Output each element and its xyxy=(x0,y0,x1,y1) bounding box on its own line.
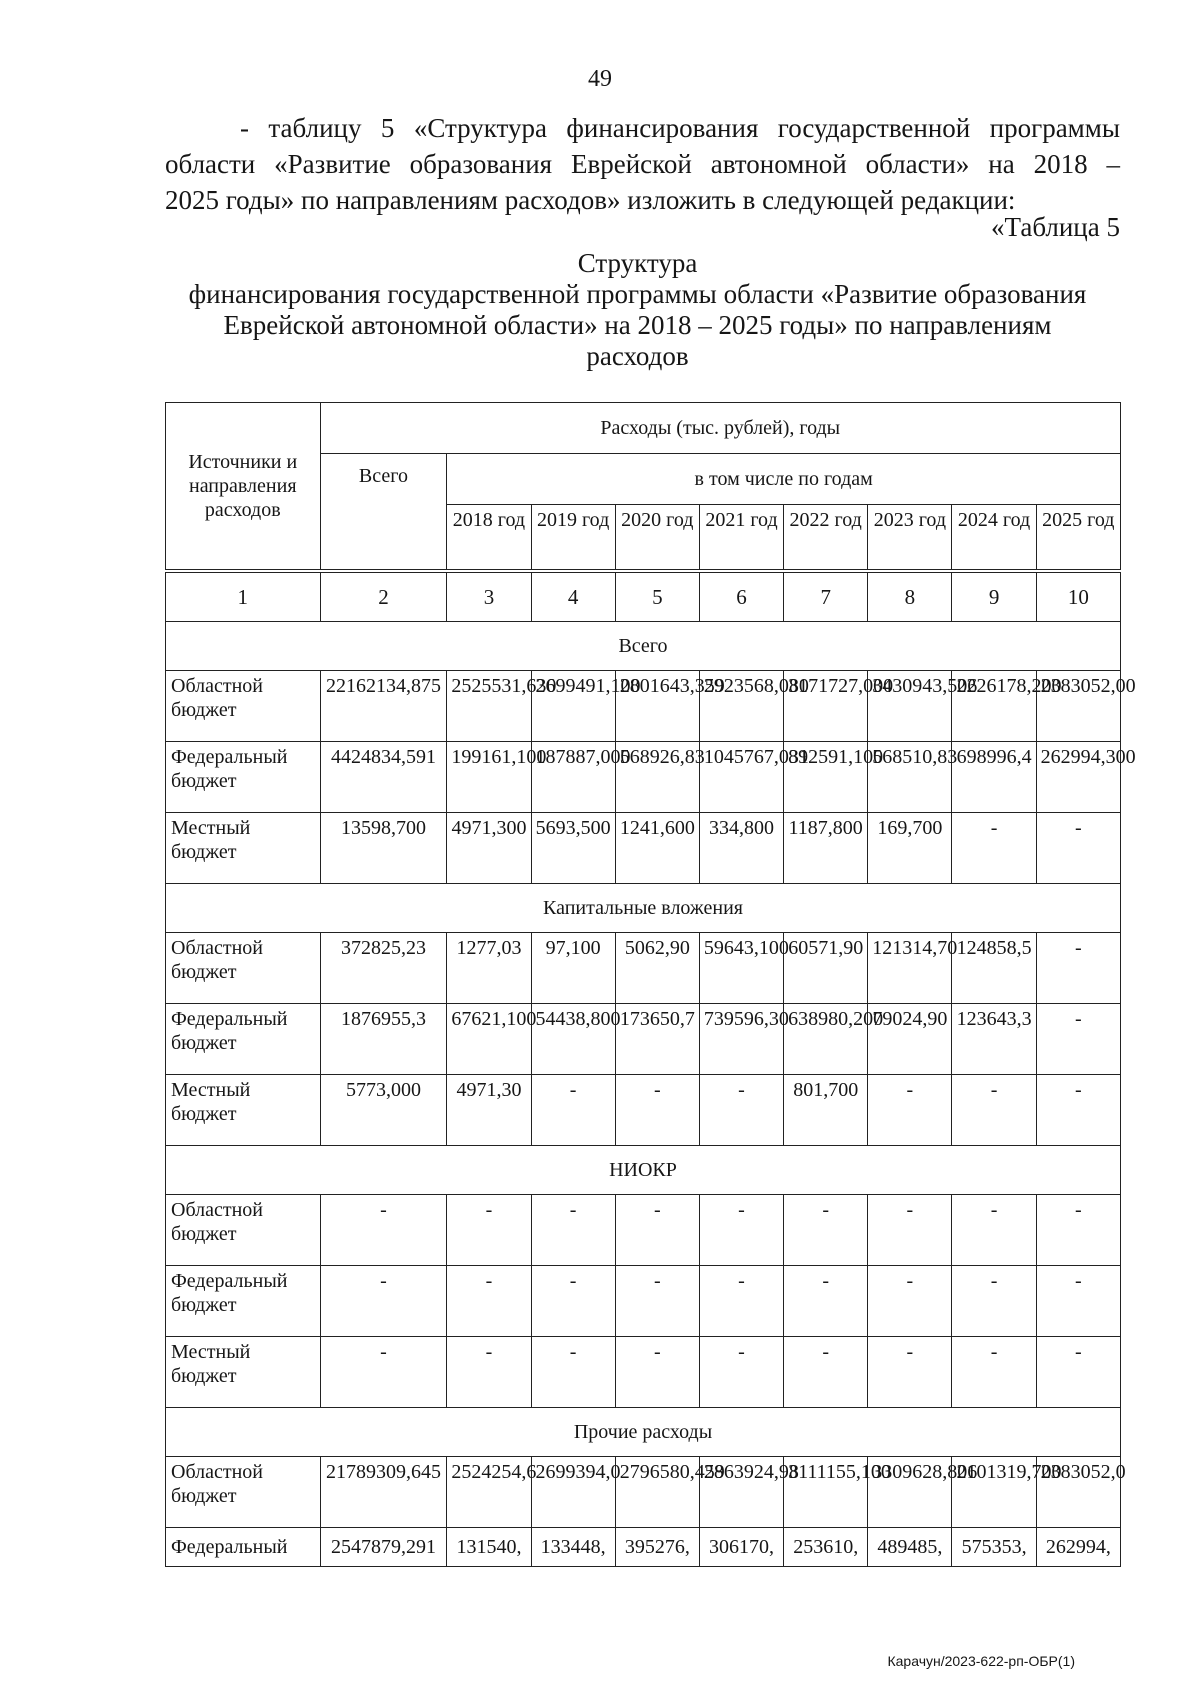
row-value: 2863924,98 xyxy=(699,1457,783,1528)
table-row xyxy=(166,671,1121,742)
row-value: - xyxy=(952,1266,1036,1337)
table-body xyxy=(166,403,1136,1567)
row-value: - xyxy=(1036,1337,1120,1408)
row-value: - xyxy=(784,1337,868,1408)
table-row xyxy=(166,1457,1121,1528)
section-title: Всего xyxy=(166,622,1121,671)
row-label: Областной бюджет xyxy=(166,671,321,742)
row-value: - xyxy=(1036,1004,1120,1075)
row-value: 262994,300 xyxy=(1036,742,1120,813)
row-value: - xyxy=(699,1337,783,1408)
row-value: 97,100 xyxy=(531,933,615,1004)
row-value: 79024,90 xyxy=(868,1004,952,1075)
table-row xyxy=(166,1075,1121,1146)
row-value: - xyxy=(615,1337,699,1408)
row-value: - xyxy=(615,1075,699,1146)
row-value: 21789309,645 xyxy=(320,1457,447,1528)
row-value: - xyxy=(952,1075,1036,1146)
row-value: 67621,100 xyxy=(447,1004,531,1075)
row-value: 124858,5 xyxy=(952,933,1036,1004)
header-year: 2019 год xyxy=(531,505,615,570)
financing-structure-table xyxy=(165,402,1136,1567)
row-value: 131540, xyxy=(447,1528,531,1567)
row-value: - xyxy=(952,1337,1036,1408)
row-value: - xyxy=(868,1195,952,1266)
row-value: - xyxy=(615,1195,699,1266)
row-value: - xyxy=(952,1195,1036,1266)
header-by-years: в том числе по годам xyxy=(447,454,1121,505)
row-value: - xyxy=(1036,1195,1120,1266)
table-title xyxy=(150,248,1125,372)
row-value: 3171727,000 xyxy=(784,671,868,742)
row-value: 2383052,0 xyxy=(1036,1457,1120,1528)
row-value: 59643,100 xyxy=(699,933,783,1004)
section-row xyxy=(166,1408,1121,1457)
row-label: Федеральный бюджет xyxy=(166,742,321,813)
header-year: 2025 год xyxy=(1036,505,1120,570)
row-value: 2796580,459 xyxy=(615,1457,699,1528)
table-row xyxy=(166,1004,1121,1075)
row-value: - xyxy=(447,1195,531,1266)
row-value: - xyxy=(531,1266,615,1337)
header-year: 2023 год xyxy=(868,505,952,570)
row-value: 3430943,506 xyxy=(868,671,952,742)
row-value: - xyxy=(531,1075,615,1146)
row-value: - xyxy=(699,1195,783,1266)
section-title: Прочие расходы xyxy=(166,1408,1121,1457)
row-value: 253610, xyxy=(784,1528,868,1567)
section-title: НИОКР xyxy=(166,1146,1121,1195)
row-value: 395276, xyxy=(615,1528,699,1567)
row-value: 2547879,291 xyxy=(320,1528,447,1567)
row-value: 739596,30 xyxy=(699,1004,783,1075)
table-row xyxy=(166,1266,1121,1337)
header-year: 2018 год xyxy=(447,505,531,570)
column-number: 7 xyxy=(784,573,868,622)
table-row xyxy=(166,813,1121,884)
row-value: 262994, xyxy=(1036,1528,1120,1567)
header-sources: Источники и направления расходов xyxy=(166,403,321,570)
header-year: 2022 год xyxy=(784,505,868,570)
intro-line: - таблицу 5 «Структура финансирования государственной программы xyxy=(240,113,1120,143)
row-value: - xyxy=(1036,1266,1120,1337)
table-row xyxy=(166,1528,1121,1567)
table-title-line: финансирования государственной программы области «Развитие образования xyxy=(188,279,1087,309)
row-value: 121314,70 xyxy=(868,933,952,1004)
row-value: 2525531,630 xyxy=(447,671,531,742)
row-value: 5773,000 xyxy=(320,1075,447,1146)
row-value: 568510,83 xyxy=(868,742,952,813)
row-value: 568926,83 xyxy=(615,742,699,813)
table-row xyxy=(166,1195,1121,1266)
header-row xyxy=(166,403,1121,454)
row-value: - xyxy=(1036,1075,1120,1146)
header-year: 2020 год xyxy=(615,505,699,570)
row-value: 54438,800 xyxy=(531,1004,615,1075)
table-label: «Таблица 5 xyxy=(991,212,1120,242)
column-number: 5 xyxy=(615,573,699,622)
row-value: 1277,03 xyxy=(447,933,531,1004)
row-value: - xyxy=(1036,933,1120,1004)
table-row xyxy=(166,1337,1121,1408)
row-label: Местный бюджет xyxy=(166,1075,321,1146)
section-title: Капитальные вложения xyxy=(166,884,1121,933)
row-value: 173650,7 xyxy=(615,1004,699,1075)
row-value: - xyxy=(868,1337,952,1408)
row-value: 1045767,031 xyxy=(699,742,783,813)
row-value: 5062,90 xyxy=(615,933,699,1004)
row-value: - xyxy=(320,1195,447,1266)
row-value: - xyxy=(952,813,1036,884)
row-label: Местный бюджет xyxy=(166,813,321,884)
row-label: Областной бюджет xyxy=(166,933,321,1004)
row-value: 638980,200 xyxy=(784,1004,868,1075)
row-value: - xyxy=(1036,813,1120,884)
header-total: Всего xyxy=(320,454,447,570)
column-number: 3 xyxy=(447,573,531,622)
row-value: - xyxy=(447,1266,531,1337)
row-value: - xyxy=(615,1266,699,1337)
row-value: 4424834,591 xyxy=(320,742,447,813)
row-value: 3309628,806 xyxy=(868,1457,952,1528)
row-value: - xyxy=(784,1195,868,1266)
row-value: - xyxy=(531,1195,615,1266)
document-code: Карачун/2023-622-рп-ОБР(1) xyxy=(887,1653,1075,1669)
row-value: 60571,90 xyxy=(784,933,868,1004)
row-label: Федеральный бюджет xyxy=(166,1266,321,1337)
column-number: 1 xyxy=(166,573,321,622)
table-title-line: расходов xyxy=(586,341,689,371)
row-value: 3111155,100 xyxy=(784,1457,868,1528)
row-value: 133448, xyxy=(531,1528,615,1567)
row-value: 575353, xyxy=(952,1528,1036,1567)
column-number: 2 xyxy=(320,573,447,622)
row-value: 698996,4 xyxy=(952,742,1036,813)
column-number: 8 xyxy=(868,573,952,622)
section-row xyxy=(166,884,1121,933)
row-value: 1187,800 xyxy=(784,813,868,884)
row-value: 2101319,700 xyxy=(952,1457,1036,1528)
row-value: 2699491,100 xyxy=(531,671,615,742)
column-number: 10 xyxy=(1036,573,1120,622)
column-number: 9 xyxy=(952,573,1036,622)
row-value: 187887,000 xyxy=(531,742,615,813)
row-value: 489485, xyxy=(868,1528,952,1567)
row-value: - xyxy=(531,1337,615,1408)
row-label: Местный бюджет xyxy=(166,1337,321,1408)
row-value: 2226178,200 xyxy=(952,671,1036,742)
table-row xyxy=(166,742,1121,813)
section-row xyxy=(166,622,1121,671)
row-value: 1876955,3 xyxy=(320,1004,447,1075)
row-value: - xyxy=(699,1075,783,1146)
row-value: - xyxy=(868,1075,952,1146)
row-value: 334,800 xyxy=(699,813,783,884)
row-value: 123643,3 xyxy=(952,1004,1036,1075)
table-title-line: Еврейской автономной области» на 2018 – 2025 годы» по направлениям xyxy=(223,310,1052,340)
row-value: 2801643,359 xyxy=(615,671,699,742)
table-row xyxy=(166,933,1121,1004)
row-value: 2383052,00 xyxy=(1036,671,1120,742)
row-value: - xyxy=(868,1266,952,1337)
row-value: 2923568,080 xyxy=(699,671,783,742)
row-value: 801,700 xyxy=(784,1075,868,1146)
row-value: - xyxy=(784,1266,868,1337)
section-row xyxy=(166,1146,1121,1195)
row-label: Областной бюджет xyxy=(166,1457,321,1528)
row-label: Федеральный xyxy=(166,1528,321,1567)
row-value: 22162134,875 xyxy=(320,671,447,742)
row-value: 199161,100 xyxy=(447,742,531,813)
row-value: 306170, xyxy=(699,1528,783,1567)
table-title-line: Структура xyxy=(577,248,698,278)
header-year: 2021 год xyxy=(699,505,783,570)
column-number: 4 xyxy=(531,573,615,622)
row-value: 372825,23 xyxy=(320,933,447,1004)
row-label: Областной бюджет xyxy=(166,1195,321,1266)
row-value: 169,700 xyxy=(868,813,952,884)
row-value: - xyxy=(320,1266,447,1337)
intro-line: области «Развитие образования Еврейской автономной области» на 2018 – xyxy=(165,149,1120,179)
row-value: - xyxy=(699,1266,783,1337)
row-value: 892591,100 xyxy=(784,742,868,813)
row-value: 2524254,6 xyxy=(447,1457,531,1528)
row-value: - xyxy=(447,1337,531,1408)
intro-line: 2025 годы» по направлениям расходов» изложить в следующей редакции: xyxy=(165,185,1016,215)
row-value: - xyxy=(320,1337,447,1408)
row-value: 4971,30 xyxy=(447,1075,531,1146)
row-value: 1241,600 xyxy=(615,813,699,884)
row-value: 2699394,0 xyxy=(531,1457,615,1528)
header-expenses: Расходы (тыс. рублей), годы xyxy=(320,403,1120,454)
header-year: 2024 год xyxy=(952,505,1036,570)
row-value: 13598,700 xyxy=(320,813,447,884)
row-value: 4971,300 xyxy=(447,813,531,884)
page-number: 49 xyxy=(588,66,612,92)
intro-paragraph xyxy=(165,110,1120,218)
row-value: 5693,500 xyxy=(531,813,615,884)
column-number: 6 xyxy=(699,573,783,622)
column-numbers-row xyxy=(166,573,1121,622)
row-label: Федеральный бюджет xyxy=(166,1004,321,1075)
